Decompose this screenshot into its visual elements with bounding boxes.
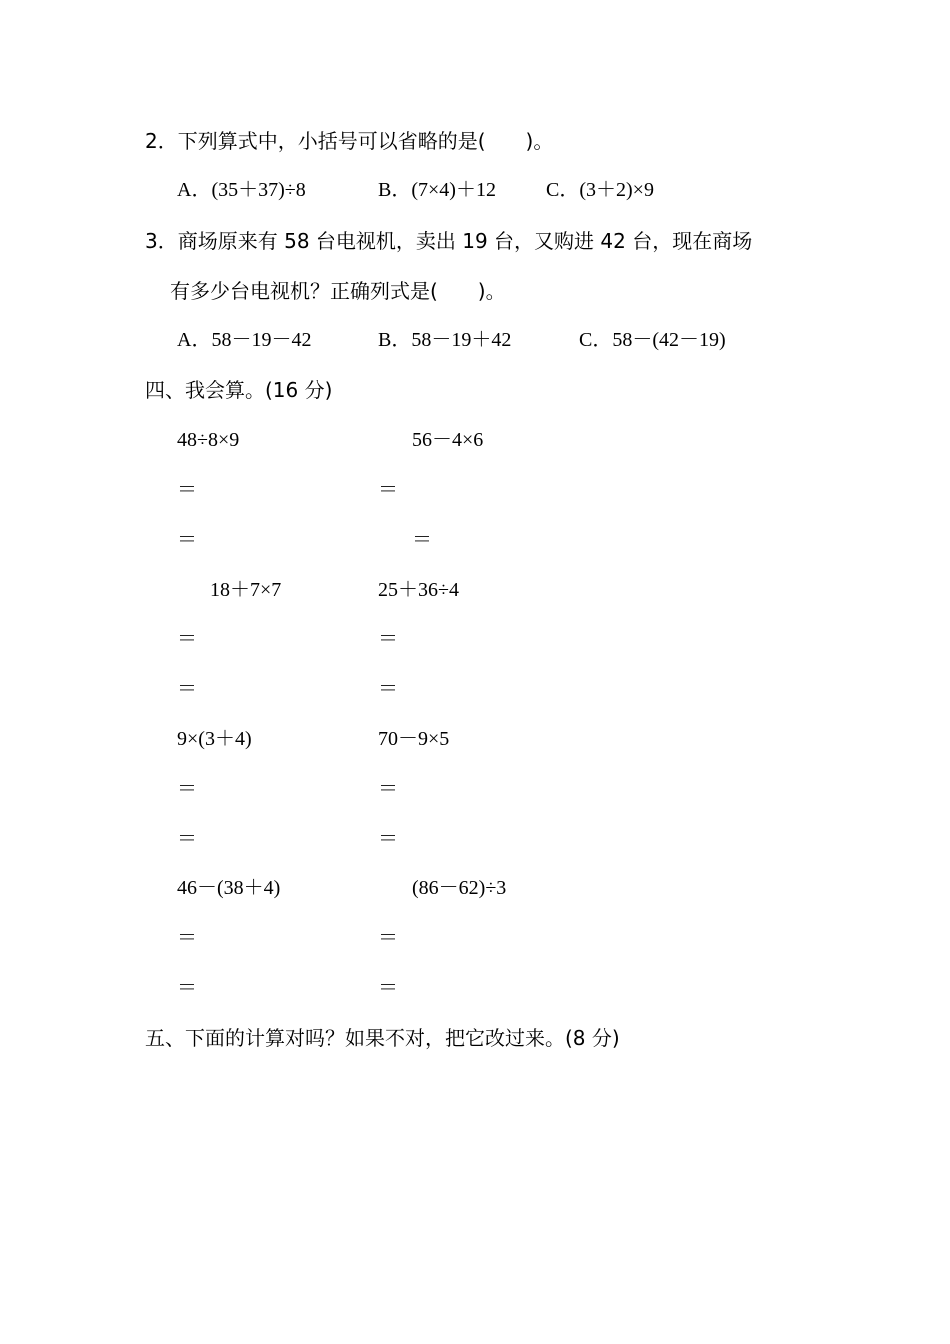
equal-sign: ＝ [378,778,398,800]
equal-sign: ＝ [177,828,197,850]
question-3-stem-line-2: 有多少台电视机？正确列式是( )。 [170,279,506,303]
question-3-number: 3． [145,229,178,253]
section-5-heading: 五、下面的计算对吗？如果不对，把它改过来。(8 分) [145,1026,620,1050]
equal-sign: ＝ [177,977,197,999]
question-2-number: 2． [145,129,178,153]
question-3-option-c: C．58－(42－19) [579,329,726,351]
equal-sign: ＝ [378,678,398,700]
question-3-option-b: B．58－19＋42 [378,329,512,351]
expression-2: 56－4×6 [412,429,484,451]
equal-sign: ＝ [177,529,197,551]
expression-8: (86－62)÷3 [412,877,507,899]
question-2-option-b: B．(7×4)＋12 [378,179,496,201]
expression-5: 9×(3＋4) [177,728,252,750]
question-3 [145,228,752,254]
equal-sign: ＝ [378,479,398,501]
equal-sign: ＝ [177,927,197,949]
equal-sign: ＝ [412,529,432,551]
question-3-option-a: A．58－19－42 [177,329,312,351]
expression-4: 25＋36÷4 [378,579,459,601]
expression-7: 46－(38＋4) [177,877,281,899]
equal-sign: ＝ [177,628,197,650]
equal-sign: ＝ [177,678,197,700]
equal-sign: ＝ [177,479,197,501]
question-2-stem: 下列算式中，小括号可以省略的是( )。 [177,129,554,153]
equal-sign: ＝ [378,828,398,850]
question-2-option-a: A．(35＋37)÷8 [177,179,306,201]
question-2 [145,128,553,154]
question-2-option-c: C．(3＋2)×9 [546,179,654,201]
section-4-heading: 四、我会算。(16 分) [145,378,333,402]
equal-sign: ＝ [378,927,398,949]
equal-sign: ＝ [378,977,398,999]
expression-1: 48÷8×9 [177,429,240,451]
equal-sign: ＝ [177,778,197,800]
expression-6: 70－9×5 [378,728,450,750]
equal-sign: ＝ [378,628,398,650]
question-3-stem-line-1: 商场原来有 58 台电视机，卖出 19 台，又购进 42 台，现在商场 [177,229,753,253]
expression-3: 18＋7×7 [210,579,282,601]
